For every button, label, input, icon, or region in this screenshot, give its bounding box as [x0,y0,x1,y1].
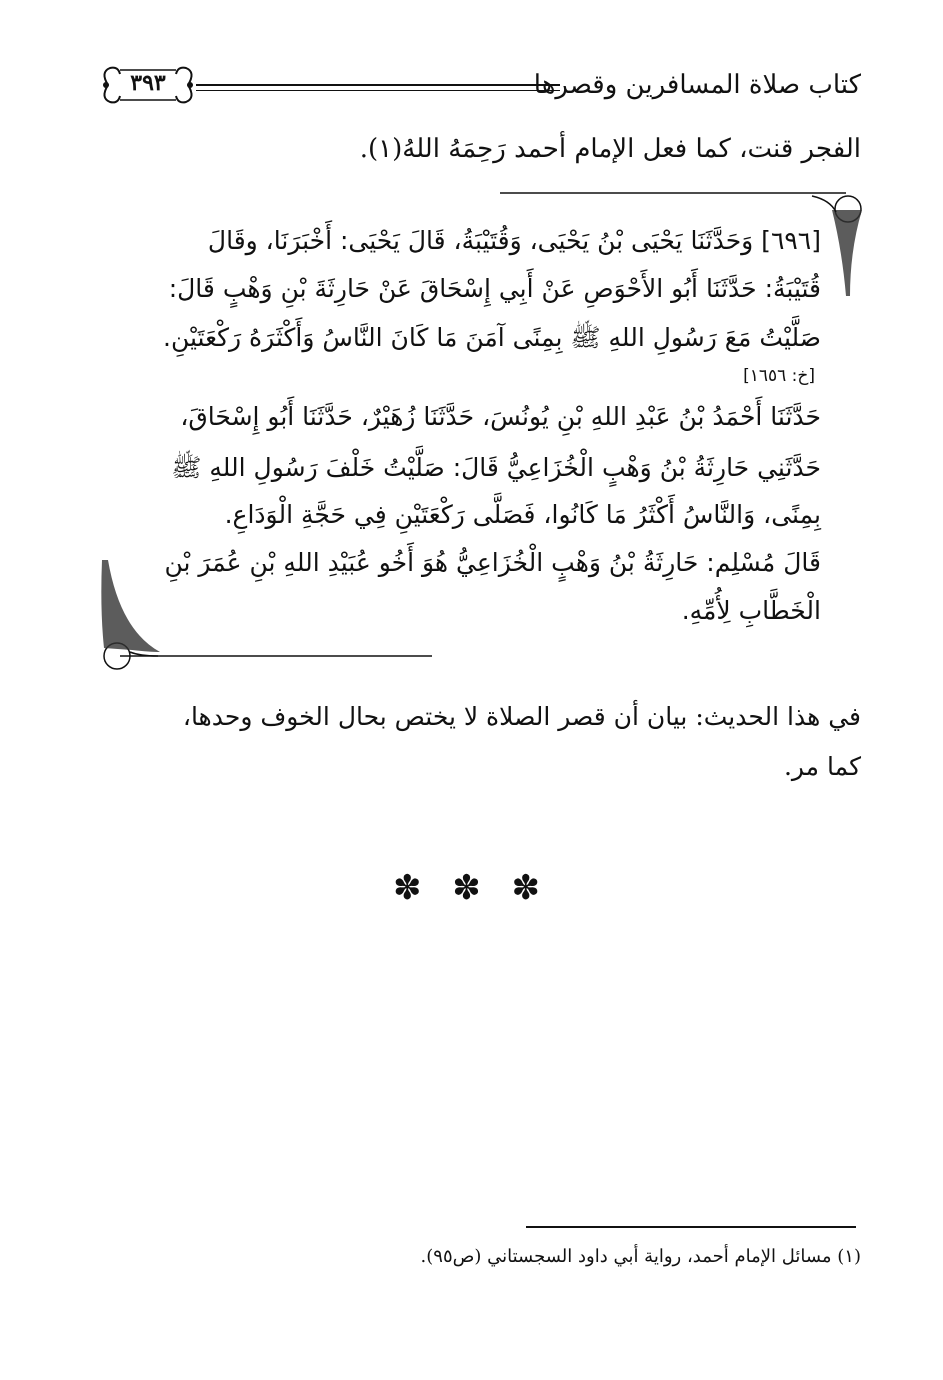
hadith-line-8: الْخَطَّابِ لِأُمِّهِ. [681,596,821,625]
hadith-line-1: [٦٩٦] وَحَدَّثَنَا يَحْيَى بْنُ يَحْيَى، وَقُتَيْبَةُ، قَالَ يَحْيَى: أَخْبَرَنَا، وقَالَ [207,226,821,255]
hadith-line-7: قَالَ مُسْلِم: حَارِثَةُ بْنُ وَهْبٍ الْخُزَاعِيُّ هُوَ أَخُو عُبَيْدِ اللهِ بْنِ عُمَرَ بْنِ [164,548,821,577]
section-separator-icon: ✽ ✽ ✽ [392,868,551,908]
chapter-title: كتاب صلاة المسافرين وقصرها [533,70,861,100]
hadith-line-6: بِمِنًى، وَالنَّاسُ أَكْثَرُ مَا كَانُوا، فَصَلَّى رَكْعَتَيْنِ فِي حَجَّةِ الْوَدَاعِ. [224,500,821,529]
footnote: (١) مسائل الإمام أحمد، رواية أبي داود السجستاني (ص٩٥). [420,1246,861,1267]
commentary-line-2: كما مر. [783,752,861,781]
footnote-rule [526,1226,856,1228]
commentary-line-1: في هذا الحديث: بيان أن قصر الصلاة لا يختص بحال الخوف وحدها، [182,702,861,731]
page-number: ٣٩٣ [130,70,166,96]
intro-line: الفجر قنت، كما فعل الإمام أحمد رَحِمَهُ اللهُ(١). [359,134,861,164]
hadith-line-3: صَلَّيْتُ مَعَ رَسُولِ اللهِ ﷺ بِمِنًى آمَنَ مَا كَانَ النَّاسُ وَأَكْثَرَهُ رَكْعَتَيْنِ. [163,323,821,352]
hadith-line-5: حَدَّثَنِي حَارِثَةُ بْنُ وَهْبٍ الْخُزَاعِيُّ قَالَ: صَلَّيْتُ خَلْفَ رَسُولِ اللهِ ﷺ [171,453,821,482]
hadith-line-4: حَدَّثَنَا أَحْمَدُ بْنُ عَبْدِ اللهِ بْنِ يُونُسَ، حَدَّثَنَا زُهَيْرٌ، حَدَّثَنَا أَبُو إِسْحَاقَ، [180,402,821,431]
hadith-line-2: قُتَيْبَةُ: حَدَّثَنَا أَبُو الأَحْوَصِ عَنْ أَبِي إِسْحَاقَ عَنْ حَارِثَةَ بْنِ وَهْبٍ قَالَ: [168,274,821,303]
reference-citation: [خ: ١٦٥٦] [743,366,815,386]
